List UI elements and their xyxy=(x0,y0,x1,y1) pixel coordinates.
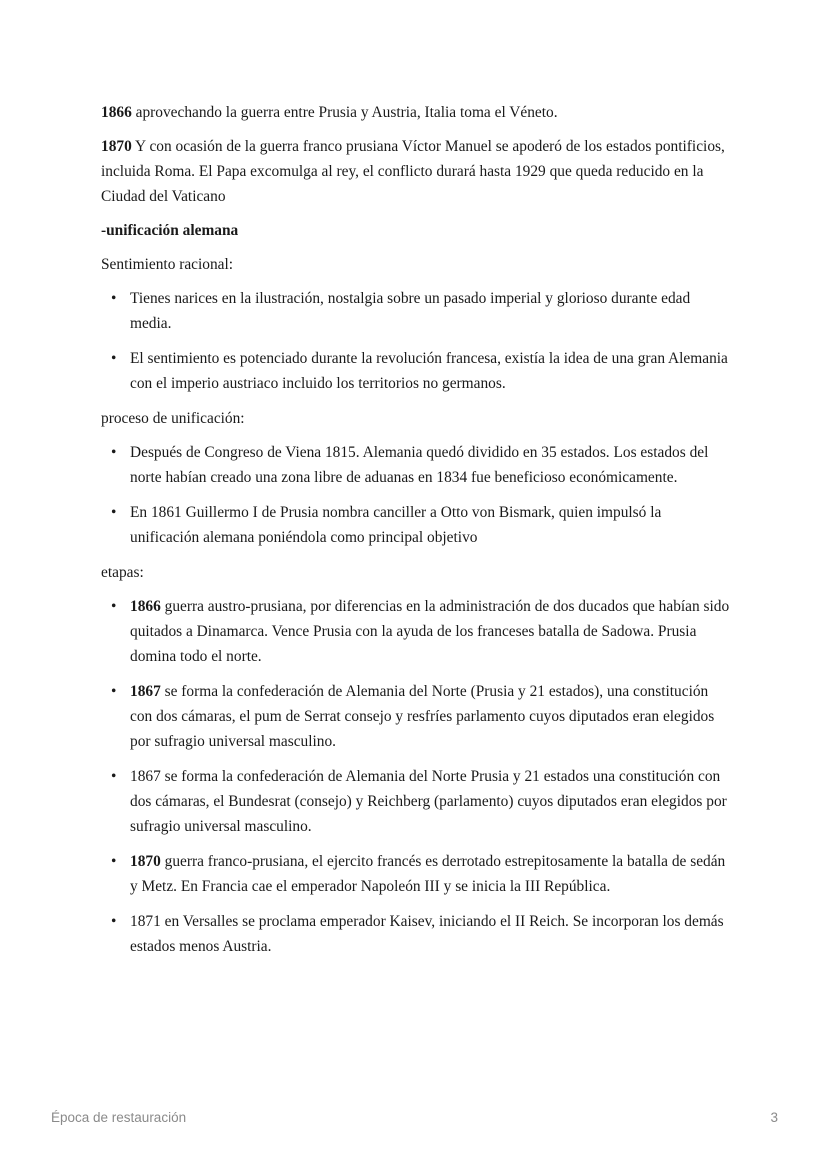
list-item xyxy=(130,679,731,754)
list-item xyxy=(130,909,731,959)
list-item xyxy=(130,849,731,899)
page-content xyxy=(101,100,731,969)
etapas-list xyxy=(101,594,731,959)
list-item xyxy=(130,764,731,839)
paragraph-1866-italy xyxy=(101,100,731,125)
page-number: 3 xyxy=(770,1110,778,1125)
item-text: se forma la confederación de Alemania del Norte (Prusia y 21 estados), una constitución con dos cámaras, el pum de Serrat consejo y resfríes parlamento cuyos diputados eran elegidos por sufragio universal masculino. xyxy=(130,683,715,750)
sentimiento-label: Sentimiento racional: xyxy=(101,256,234,273)
year-label: 1870 xyxy=(130,853,161,870)
sentimiento-list xyxy=(101,286,731,396)
item-text: 1871 en Versalles se proclama emperador Kaisev, iniciando el II Reich. Se incorporan los demás estados menos Austria. xyxy=(130,913,724,955)
item-text: 1867 se forma la confederación de Alemania del Norte Prusia y 21 estados una constitución con dos cámaras, el Bundesrat (consejo) y Reichberg (parlamento) cuyos diputados eran elegidos por sufragio universal masculino. xyxy=(130,768,727,835)
proceso-label: proceso de unificación: xyxy=(101,410,245,427)
proceso-list xyxy=(101,440,731,550)
year-label: 1870 xyxy=(101,138,132,155)
item-text: guerra austro-prusiana, por diferencias en la administración de dos ducados que habían sido quitados a Dinamarca. Vence Prusia con la ayuda de los franceses batalla de Sadowa. Prusia domina todo el norte. xyxy=(130,598,730,665)
list-item: • En 1861 Guillermo I de Prusia nombra canciller a Otto von Bismark, quien impulsó la unificación alemana poniéndola como principal objetivo xyxy=(130,500,731,550)
year-label: 1867 xyxy=(130,683,161,700)
list-item: • Tienes narices en la ilustración, nostalgia sobre un pasado imperial y glorioso durante edad media. xyxy=(130,286,731,336)
etapas-label: etapas: xyxy=(101,564,144,581)
list-item: • Después de Congreso de Viena 1815. Alemania quedó dividido en 35 estados. Los estados del norte habían creado una zona libre de aduanas en 1834 fue beneficioso económicamente. xyxy=(130,440,731,490)
list-item: • El sentimiento es potenciado durante la revolución francesa, existía la idea de una gran Alemania con el imperio austriaco incluido los territorios no germanos. xyxy=(130,346,731,396)
year-label: 1866 xyxy=(101,104,132,121)
item-text: guerra franco-prusiana, el ejercito francés es derrotado estrepitosamente la batalla de sedán y Metz. En Francia cae el emperador Napoleón III y se inicia la III República. xyxy=(130,853,726,895)
paragraph-text: aprovechando la guerra entre Prusia y Austria, Italia toma el Véneto. xyxy=(131,104,558,121)
section-heading-unificacion-alemana: -unificación alemana xyxy=(101,222,239,239)
paragraph-1870-italy xyxy=(101,134,731,209)
year-label: 1866 xyxy=(130,598,161,615)
list-item xyxy=(130,594,731,669)
paragraph-text: Y con ocasión de la guerra franco prusiana Víctor Manuel se apoderó de los estados pontificios, incluida Roma. El Papa excomulga al rey, el conflicto durará hasta 1929 que queda reducido en la Ciudad del Vaticano xyxy=(101,138,725,205)
footer-title: Época de restauración xyxy=(51,1110,187,1125)
